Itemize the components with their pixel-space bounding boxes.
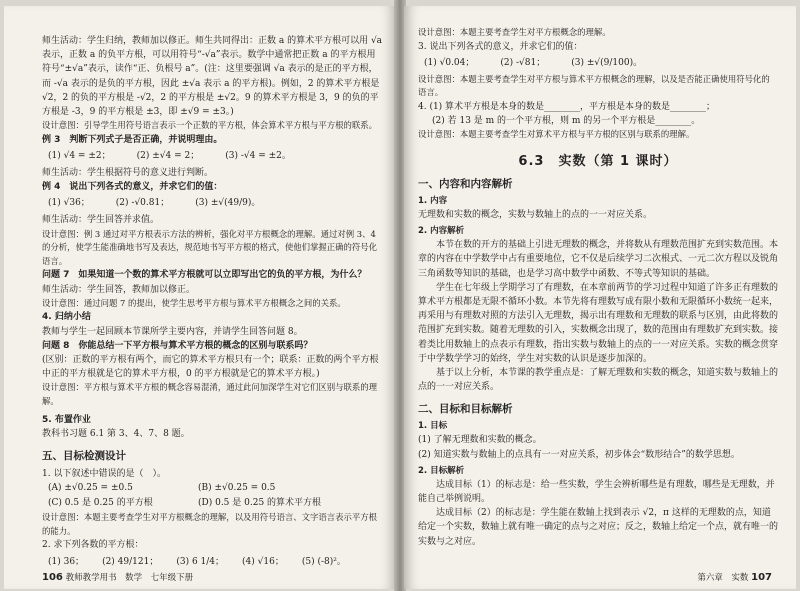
page-number: 107	[751, 572, 772, 583]
subheading: 1. 目标	[418, 421, 448, 432]
paragraph: 师生活动：学生归纳，教师加以修正。师生共同得出：正数 a 的算术平方根可以用 √a 表示，正数 a 的负平方根，可以用符号“-√a”表示。数学中通常把正数 a 的平方根用符号“±√a”表示，读作“正、负根号 a”。(注：这里要强调 √a 表示的是正的平方根，而 -√a 表示的是负的平方根，因此 ±√a 表示 a 的平方根)。例如，2 的算术平方根是 √2，2 的负的平方根是 -√2，2 的平方根是 ±√2。9 的算术平方根是 3，9 的负的平方根是 -3，9 的平方根是 ±3，即 ±√9 = ±3。)	[42, 36, 383, 118]
subheading: 2. 目标解析	[418, 465, 465, 476]
paragraph: 师生活动：学生根据符号的意义进行判断。	[42, 168, 214, 179]
paragraph: 学生在七年级上学期学习了有理数，在本章前两节的学习过程中知道了许多正有理数的算术平方根都是无限不循环小数。本节先将有理数写成有限小数和无限循环小数统一起来，再采用与有理数对照的方法引入无理数，揭示出有理数和无理数的联系与区别，由此将数的范围扩充到实数。随着无理数的引入，实数概念出现了，数的范围由有理数扩充到实数。接着类比用数轴上的点表示有理数，指出实数与数轴上的点的一一对应关系。实数的概念贯穿于中学数学学习的始终，学生对实数的认识是逐步加深的。	[418, 282, 779, 364]
example-3-title: 例 3 判断下列式子是否正确，并说明理由。	[42, 134, 223, 145]
example-3-items	[48, 148, 384, 164]
design-intent: 设计意图：平方根与算术平方根的概念容易混淆，通过此问加深学生对它们区别与联系的理解。	[42, 382, 377, 407]
test-question: 2. 求下列各数的平方根：	[42, 540, 144, 551]
example-4-title: 例 4 说出下列各式的意义，并求它们的值：	[42, 182, 223, 193]
paragraph: 教师与学生一起回顾本节课所学主要内容，并请学生回答问题 8。	[42, 326, 303, 337]
subheading: 2. 内容解析	[418, 226, 465, 237]
example-4-items	[48, 195, 384, 211]
answer-options	[48, 481, 384, 511]
subheading: 1. 内容	[418, 195, 448, 206]
math-item: (2) -√0.81；	[115, 198, 170, 209]
paragraph: (区别：正数的平方根有两个，而它的算术平方根只有一个；联系：正数的两个平方根中正的平方根就是它的算术平方根，0 的平方根就是它的算术平方根。)	[42, 355, 379, 380]
design-intent: 设计意图：通过问题 7 的提出，使学生思考平方根与算术平方根概念之间的关系。	[42, 297, 346, 308]
paragraph: 达成目标（2）的标志是：学生能在数轴上找到表示 √2，π 这样的无理数的点，知道给定一个实数，数轴上就有唯一确定的点与之对应；反之，数轴上给定一个点，就有唯一的实数与之对应。	[418, 508, 779, 547]
section-heading: 五、目标检测设计	[42, 450, 126, 463]
question-8: 问题 8 你能总结一下平方根与算术平方根的概念的区别与联系吗？	[42, 340, 313, 351]
section-heading: 二、目标和目标解析	[418, 403, 513, 416]
math-item: (1) √0.04；	[424, 57, 475, 68]
design-intent: 设计意图：本题主要考查学生对平方根概念的理解，以及用符号语言、文字语言表示平方根的能力。	[42, 512, 377, 536]
test-question: 3. 说出下列各式的意义，并求它们的值：	[418, 41, 583, 52]
math-item: (1) 36；	[48, 556, 85, 567]
option: (D) 0.5 是 0.25 的算术平方根	[198, 498, 322, 509]
math-item: (2) -√81；	[500, 57, 546, 68]
section-heading: 一、内容和内容解析	[418, 177, 513, 190]
math-item: (3) ±√(49/9)。	[195, 198, 261, 209]
option: (B) ±√0.25 = 0.5	[198, 483, 276, 494]
page-number: 106	[42, 572, 63, 583]
math-item: (5) (-8)²。	[301, 556, 346, 567]
running-title: 教师教学用书 数学 七年级下册	[65, 573, 194, 583]
left-page	[4, 6, 396, 589]
math-item: (2) ±√4 = 2；	[136, 151, 200, 162]
question-2-items	[48, 554, 384, 570]
math-item: (1) √4 = ±2；	[48, 151, 111, 162]
paragraph: 师生活动：学生回答并求值。	[42, 215, 160, 226]
test-question: 4. (1) 算术平方根是本身的数是________，平方根是本身的数是________；	[418, 101, 716, 112]
math-item: (3) 6 1/4；	[176, 556, 225, 567]
running-title: 第六章 实数	[697, 573, 749, 583]
test-question: (2) 若 13 是 m 的一个平方根，则 m 的另一个平方根是________。	[432, 116, 701, 127]
summary-heading: 4. 归纳小结	[42, 312, 91, 323]
math-item: (2) 49/121；	[102, 556, 159, 567]
goal-item: (2) 知道实数与数轴上的点具有一一对应关系，初步体会“数形结合”的数学思想。	[418, 449, 740, 460]
paragraph: 教科书习题 6.1 第 3、4、7、8 题。	[42, 428, 190, 439]
design-intent: 设计意图：例 3 通过对平方根表示方法的辨析，强化对平方根概念的理解。通过对例 3、4 的分析，使学生能准确地书写及表达，规范地书写平方根的格式，使他们掌握正确的符号化语言。	[42, 228, 377, 266]
paragraph: 基于以上分析，本节课的教学重点是：了解无理数和实数的概念，知道实数与数轴上的点的一一对应关系。	[418, 368, 779, 393]
question-7: 问题 7 如果知道一个数的算术平方根就可以立即写出它的负的平方根，为什么？	[42, 270, 367, 281]
option: (A) ±√0.25 = ±0.5	[48, 483, 133, 494]
page-footer	[42, 571, 193, 583]
goal-item: (1) 了解无理数和实数的概念。	[418, 435, 542, 446]
homework-heading: 5. 布置作业	[42, 414, 91, 425]
test-question: 1. 以下叙述中错误的是（ ）。	[42, 469, 166, 480]
page-footer	[697, 571, 772, 583]
paragraph: 达成目标（1）的标志是：给一些实数，学生会辨析哪些是有理数，哪些是无理数，并能自己举例说明。	[418, 479, 775, 505]
math-item: (4) √16；	[242, 556, 284, 567]
math-item: (3) -√4 = ±2。	[225, 151, 291, 162]
question-3-items	[424, 55, 778, 71]
paragraph: 无理数和实数的概念，实数与数轴上的点的一一对应关系。	[418, 209, 653, 220]
design-intent: 设计意图：本题主要考查学生对平方根与算术平方根概念的理解，以及是否能正确使用符号化的语言。	[418, 73, 770, 98]
design-intent: 设计意图：本题主要考查学生对算术平方根与平方根的区别与联系的理解。	[418, 129, 695, 140]
design-intent: 设计意图：本题主要考查学生对平方根概念的理解。	[418, 27, 611, 37]
right-page	[404, 6, 796, 589]
design-intent: 设计意图：引导学生用符号语言表示一个正数的平方根，体会算术平方根与平方根的联系。	[42, 120, 377, 131]
math-item: (3) ±√(9/100)。	[571, 57, 643, 68]
paragraph: 本节在数的开方的基础上引进无理数的概念，并将数从有理数范围扩充到实数范围。本章的内容在中学数学中占有重要地位，它不仅是后续学习二次根式、一元二次方程以及锐角三角函数等知识的基础，也是学习高中数学中函数、不等式等知识的基础。	[418, 240, 779, 279]
lesson-title: 6.3 实数（第 1 课时）	[518, 153, 678, 169]
option: (C) 0.5 是 0.25 的平方根	[48, 498, 153, 509]
math-item: (1) √36；	[48, 198, 90, 209]
paragraph: 师生活动：学生回答，教师加以修正。	[42, 284, 196, 295]
